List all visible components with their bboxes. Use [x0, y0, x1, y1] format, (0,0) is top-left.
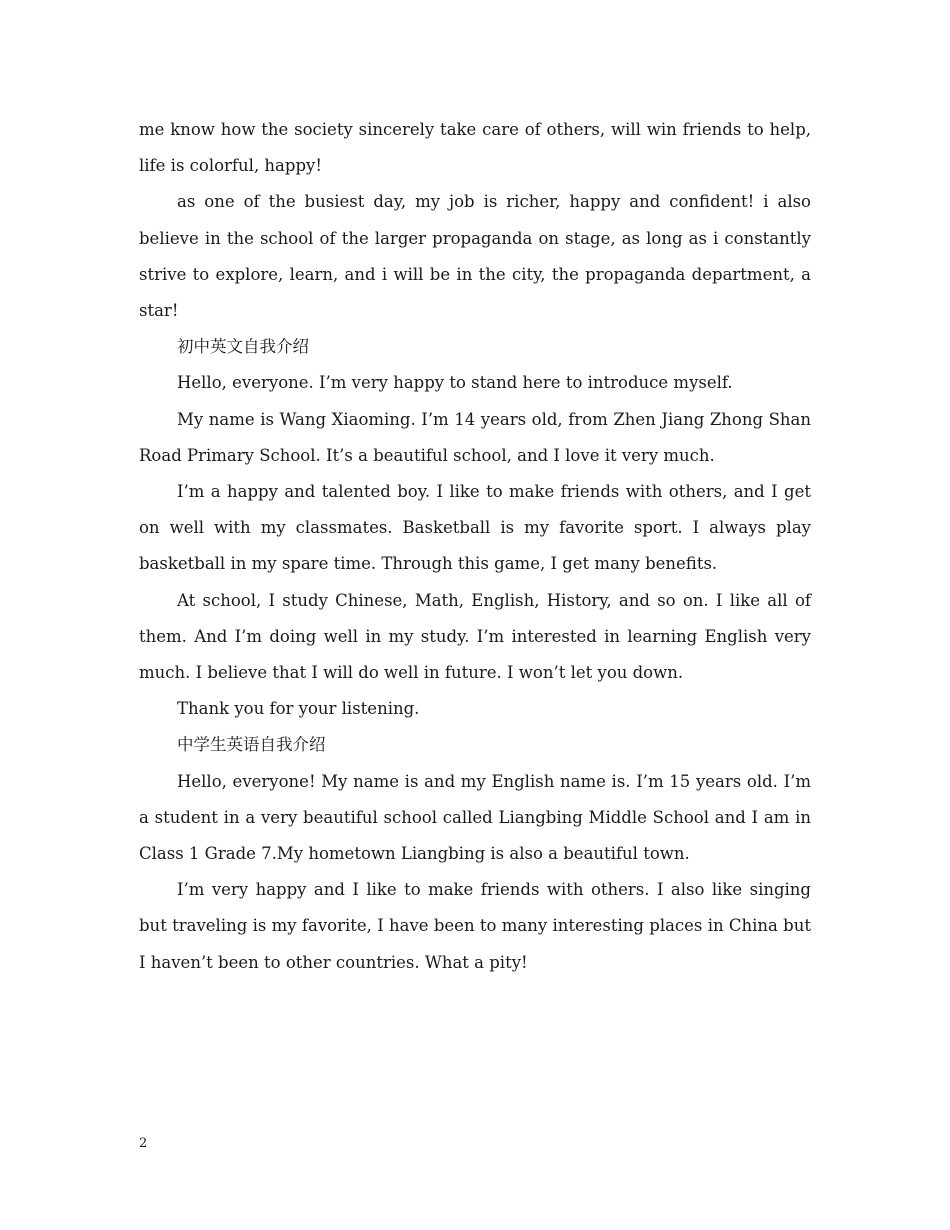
paragraph: I’m a happy and talented boy. I like to make friends with others, and I get on well with my classmates. Basketball is my favorite sport. I always play basketball in my spare time. Through this game, I get many benefits.	[139, 482, 811, 574]
paragraph: At school, I study Chinese, Math, English, History, and so on. I like all of them. And I’m doing well in my study. I’m interested in learning English very much. I believe that I will do well in future. I won’t let you down.	[139, 590, 811, 683]
paragraph: Hello, everyone. I’m very happy to stand here to introduce myself.	[177, 373, 733, 393]
paragraph: My name is Wang Xiaoming. I’m 14 years old, from Zhen Jiang Zhong Shan Road Primary School. It’s a beautiful school, and I love it very much.	[139, 409, 811, 465]
section-heading: 中学生英语自我介绍	[177, 735, 326, 755]
document-body	[139, 112, 811, 981]
page-number: 2	[139, 1136, 148, 1151]
paragraph: Thank you for your listening.	[177, 699, 420, 719]
paragraph: me know how the society sincerely take care of others, will win friends to help, life is colorful, happy!	[139, 120, 811, 176]
paragraph: I’m very happy and I like to make friends with others. I also like singing but traveling is my favorite, I have been to many interesting places in China but I haven’t been to other countries. What a pity!	[139, 880, 811, 972]
paragraph: as one of the busiest day, my job is richer, happy and confident! i also believe in the school of the larger propaganda on stage, as long as i constantly strive to explore, learn, and i will be in the city, the propaganda department, a star!	[139, 192, 811, 321]
section-heading: 初中英文自我介绍	[177, 337, 309, 357]
paragraph: Hello, everyone! My name is and my English name is. I’m 15 years old. I’m a student in a very beautiful school called Liangbing Middle School and I am in Class 1 Grade 7.My hometown Liangbing is also a beautiful town.	[139, 771, 811, 864]
